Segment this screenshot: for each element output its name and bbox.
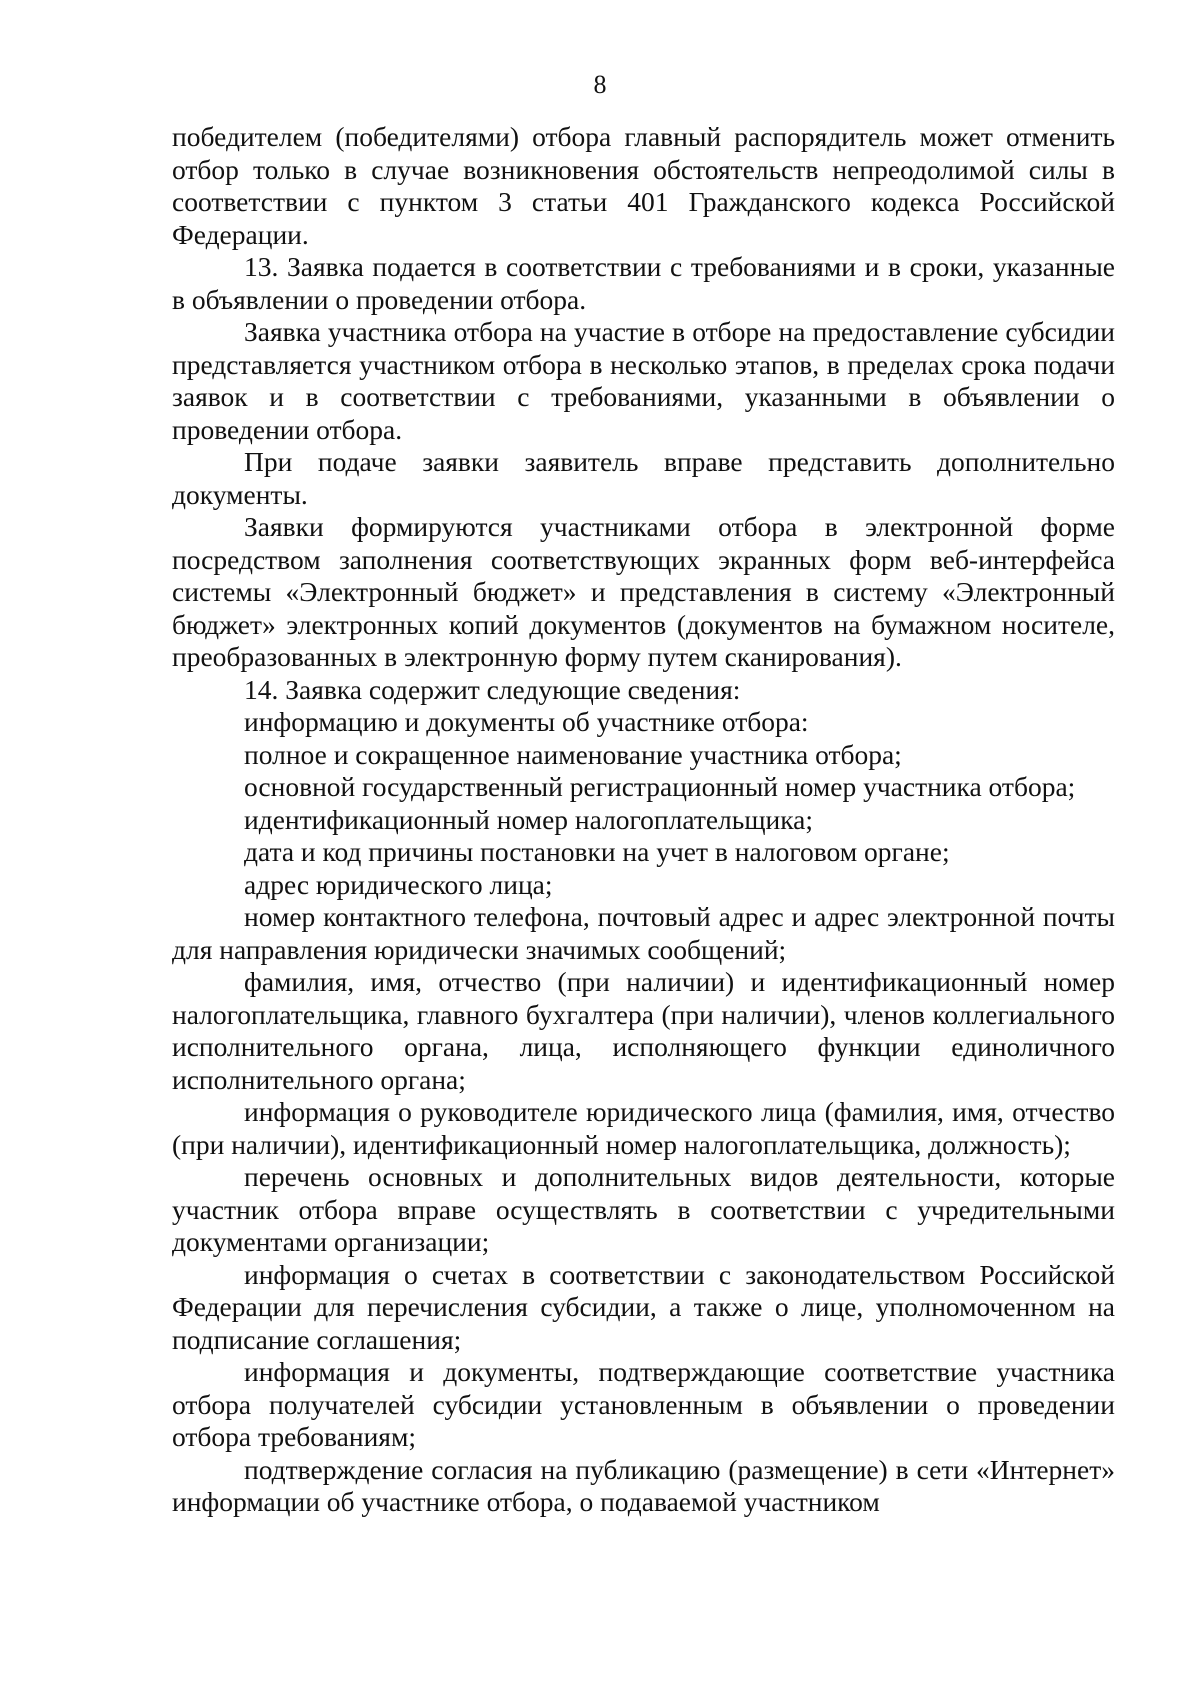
paragraph: Заявка участника отбора на участие в отборе на предоставление субсидии представляется участником отбора в несколько этапов, в пределах срока подачи заявок и в соответствии с требованиями, указанными в объявлении о проведении отбора. bbox=[172, 316, 1115, 445]
paragraph: Заявки формируются участниками отбора в электронной форме посредством заполнения соответствующих экранных форм веб-интерфейса системы «Электронный бюджет» и представления в систему «Электронный бюджет» электронных копий документов (документов на бумажном носителе, преобразованных в электронную форму путем сканирования). bbox=[172, 511, 1115, 672]
paragraph: 14. Заявка содержит следующие сведения: bbox=[244, 673, 741, 705]
paragraph: фамилия, имя, отчество (при наличии) и идентификационный номер налогоплательщика, главного бухгалтера (при наличии), членов коллегиального исполнительного органа, лица, исполняющего функции единоличного исполнительного органа; bbox=[172, 966, 1115, 1095]
paragraph: идентификационный номер налогоплательщика; bbox=[244, 803, 814, 835]
paragraph: полное и сокращенное наименование участника отбора; bbox=[244, 738, 902, 770]
paragraph: информация о руководителе юридического лица (фамилия, имя, отчество (при наличии), идентификационный номер налогоплательщика, должность); bbox=[172, 1096, 1115, 1160]
paragraph: подтверждение согласия на публикацию (размещение) в сети «Интернет» информации об участнике отбора, о подаваемой участником bbox=[172, 1453, 1115, 1517]
page-number: 8 bbox=[593, 70, 607, 99]
document-body bbox=[172, 121, 1115, 1519]
paragraph: информацию и документы об участнике отбора: bbox=[244, 706, 809, 737]
paragraph: победителем (победителями) отбора главный распорядитель может отменить отбор только в случае возникновения обстоятельств непреодолимой силы в соответствии с пунктом 3 статьи 401 Гражданского кодекса Российской Федерации. bbox=[172, 121, 1115, 250]
paragraph: основной государственный регистрационный номер участника отбора; bbox=[244, 771, 1076, 802]
paragraph: перечень основных и дополнительных видов деятельности, которые участник отбора вправе осуществлять в соответствии с учредительными документами организации; bbox=[172, 1161, 1115, 1257]
paragraph: номер контактного телефона, почтовый адрес и адрес электронной почты для направления юридически значимых сообщений; bbox=[172, 901, 1115, 965]
paragraph: адрес юридического лица; bbox=[244, 868, 553, 900]
paragraph: дата и код причины постановки на учет в налоговом органе; bbox=[244, 836, 950, 867]
paragraph: информация и документы, подтверждающие соответствие участника отбора получателей субсидии установленным в объявлении о проведении отбора требованиям; bbox=[172, 1356, 1115, 1452]
paragraph: 13. Заявка подается в соответствии с требованиями и в сроки, указанные в объявлении о проведении отбора. bbox=[172, 251, 1115, 315]
paragraph: При подаче заявки заявитель вправе представить дополнительно документы. bbox=[172, 446, 1115, 510]
paragraph: информация о счетах в соответствии с законодательством Российской Федерации для перечисления субсидии, а также о лице, уполномоченном на подписание соглашения; bbox=[172, 1258, 1115, 1355]
